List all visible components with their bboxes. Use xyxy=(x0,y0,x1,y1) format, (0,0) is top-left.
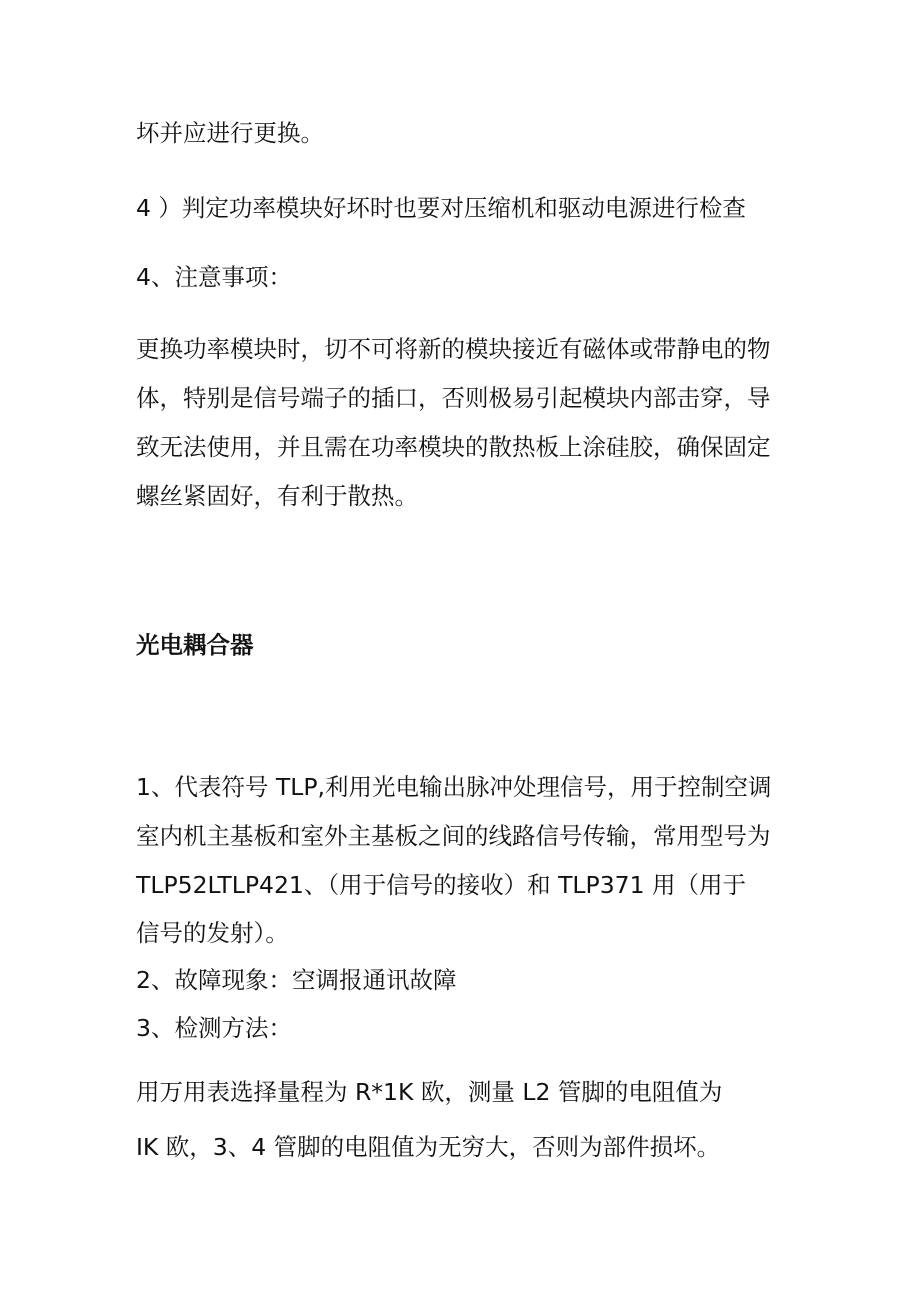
text-line-tlp-1: 1、代表符号 TLP,利用光电输出脉冲处理信号，用于控制空调 xyxy=(136,773,772,801)
text-line-precaution-4: 螺丝紧固好，有利于散热。 xyxy=(136,482,418,510)
text-line-precaution-2: 体，特别是信号端子的插口，否则极易引起模块内部击穿，导 xyxy=(136,384,771,412)
section-title: 光电耦合器 xyxy=(136,631,254,659)
text-line-fault-symptom: 2、故障现象：空调报通讯故障 xyxy=(136,966,457,994)
text-line-tlp-4: 信号的发射）。 xyxy=(136,919,289,947)
text-line-detection-heading: 3、检测方法： xyxy=(136,1014,292,1042)
text-line-detection-2: IK 欧，3、4 管脚的电阻值为无穷大，否则为部件损坏。 xyxy=(136,1133,721,1161)
text-line-check-note: 4 ）判定功率模块好坏时也要对压缩机和驱动电源进行检查 xyxy=(136,194,746,222)
text-line-tlp-3: TLP52LTLP421、（用于信号的接收）和 TLP371 用（用于 xyxy=(136,871,747,899)
text-line-replace-note: 坏并应进行更换。 xyxy=(136,119,324,147)
text-line-precautions-heading: 4、注意事项： xyxy=(136,263,292,291)
text-line-tlp-2: 室内机主基板和室外主基板之间的线路信号传输，常用型号为 xyxy=(136,822,771,850)
text-line-precaution-1: 更换功率模块时，切不可将新的模块接近有磁体或带静电的物 xyxy=(136,335,771,363)
text-line-precaution-3: 致无法使用，并且需在功率模块的散热板上涂硅胶，确保固定 xyxy=(136,433,771,461)
text-line-detection-1: 用万用表选择量程为 R*1K 欧，测量 L2 管脚的电阻值为 xyxy=(136,1078,723,1106)
